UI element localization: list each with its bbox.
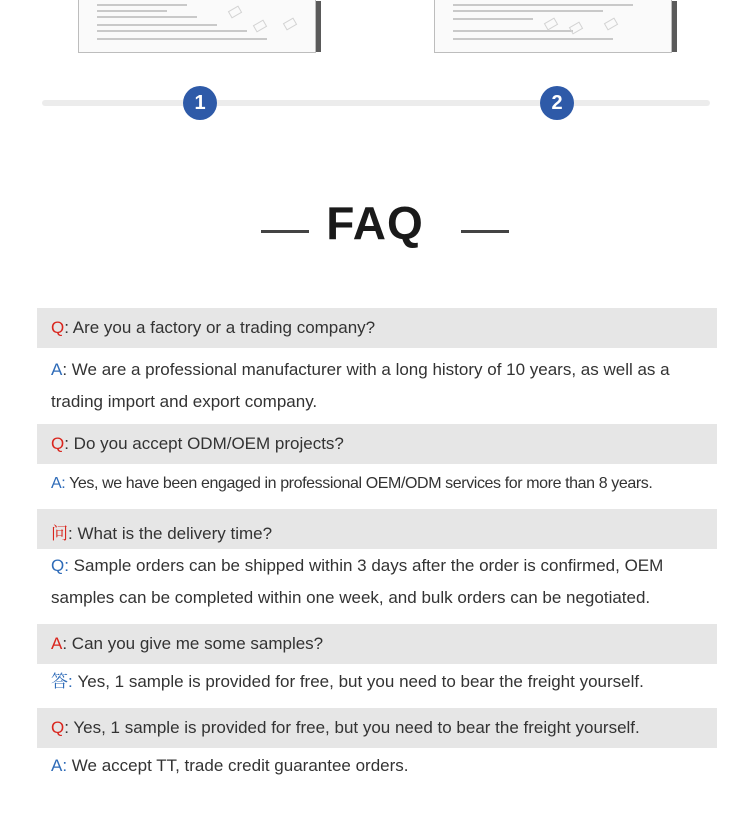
question-prefix: Q (51, 718, 65, 737)
answer-prefix: 答: (51, 672, 73, 691)
answer-prefix: Q: (51, 556, 69, 575)
question-text: : What is the delivery time? (68, 524, 273, 543)
faq-answer (51, 666, 731, 698)
faq-question (51, 634, 323, 654)
question-text: : Can you give me some samples? (62, 634, 324, 653)
faq-title-dash-right (461, 230, 509, 233)
answer-text: Yes, we have been engaged in professional OEM/ODM services for more than 8 years. (65, 475, 653, 492)
faq-question (51, 434, 344, 454)
question-text: : Yes, 1 sample is provided for free, but you need to bear the freight yourself. (64, 718, 640, 737)
faq-question (51, 519, 272, 544)
answer-prefix: A: (51, 475, 66, 492)
question-prefix: Q (51, 318, 65, 337)
question-prefix: A (51, 634, 63, 653)
faq-answer (51, 550, 717, 614)
answer-prefix: A: (51, 756, 68, 775)
answer-text: We accept TT, trade credit guarantee orders. (67, 756, 409, 775)
question-prefix: Q (51, 434, 65, 453)
certificate-image-1 (78, 0, 316, 53)
answer-prefix: A (51, 360, 63, 379)
faq-answer (51, 468, 741, 500)
answer-text: : We are a professional manufacturer with a long history of 10 years, as well as a trading import and export company. (51, 360, 670, 411)
faq-title: FAQ (326, 197, 424, 249)
faq-question (51, 318, 375, 338)
certificate-image-2 (434, 0, 672, 53)
faq-answer (51, 354, 721, 418)
step-1-badge: 1 (183, 86, 217, 120)
step-2-badge: 2 (540, 86, 574, 120)
faq-question (51, 718, 640, 738)
answer-text: Yes, 1 sample is provided for free, but you need to bear the freight yourself. (72, 672, 644, 691)
question-text: : Are you a factory or a trading company? (64, 318, 376, 337)
answer-text: Sample orders can be shipped within 3 days after the order is confirmed, OEM samples can be completed within one week, and bulk orders can be negotiated. (51, 556, 664, 607)
question-prefix: 问 (51, 524, 68, 543)
question-text: : Do you accept ODM/OEM projects? (64, 434, 344, 453)
faq-answer (51, 750, 731, 782)
step-track (42, 100, 710, 106)
